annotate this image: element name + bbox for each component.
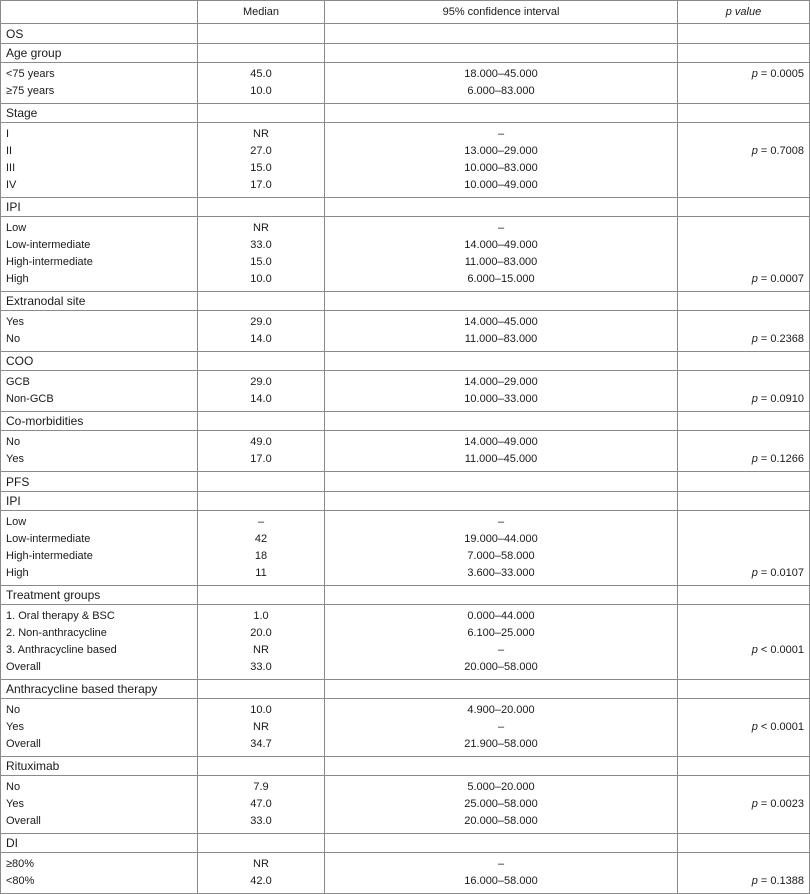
row-label: Low: [6, 516, 27, 528]
empty-cell: [678, 472, 810, 492]
p-value-cell: [678, 511, 810, 586]
table-row: [1, 699, 810, 757]
row-label: ≥75 years: [6, 85, 55, 97]
p-value: [683, 220, 804, 237]
median-value: 7.9: [253, 781, 269, 793]
ci-value: 20.000–58.000: [464, 815, 538, 827]
group-row: [1, 292, 810, 311]
median-value: 14.0: [250, 393, 272, 405]
p-value: [683, 177, 804, 194]
empty-cell: [325, 292, 678, 311]
header-ci: 95% confidence interval: [325, 1, 678, 24]
ci-value: 14.000–49.000: [464, 239, 538, 251]
empty-cell: [325, 680, 678, 699]
row-label: ≥80%: [6, 858, 35, 870]
ci-value: –: [497, 858, 505, 870]
ci-value: 4.900–20.000: [467, 704, 535, 716]
ci-cell: [325, 217, 678, 292]
ci-value: 6.000–83.000: [467, 85, 535, 97]
median-value: 45.0: [250, 68, 272, 80]
section-row: [1, 24, 810, 44]
group-row: [1, 412, 810, 431]
p-value-cell: [678, 699, 810, 757]
labels-cell: [1, 311, 198, 352]
row-label: Low-intermediate: [6, 533, 91, 545]
empty-cell: [198, 292, 325, 311]
row-label: Low-intermediate: [6, 239, 91, 251]
p-value: [683, 237, 804, 254]
header-row: [1, 1, 810, 24]
table-row: [1, 853, 810, 894]
median-value: 1.0: [253, 610, 269, 622]
p-value: p = 0.0005: [751, 68, 804, 80]
empty-cell: [678, 492, 810, 511]
empty-cell: [198, 834, 325, 853]
p-value: [683, 856, 804, 873]
p-value-cell: [678, 605, 810, 680]
empty-cell: [325, 44, 678, 63]
labels-cell: [1, 776, 198, 834]
median-value: 18: [254, 550, 268, 562]
p-value: p = 0.1266: [751, 453, 804, 465]
empty-cell: [198, 586, 325, 605]
median-value: 17.0: [250, 179, 272, 191]
empty-cell: [198, 24, 325, 44]
ci-value: 25.000–58.000: [464, 798, 538, 810]
p-symbol: p: [751, 453, 758, 465]
row-label: <75 years: [6, 68, 55, 80]
row-label: III: [6, 162, 16, 174]
row-label: Overall: [6, 815, 41, 827]
group-row: [1, 680, 810, 699]
median-cell: [198, 431, 325, 472]
group-row: [1, 44, 810, 63]
ci-cell: [325, 431, 678, 472]
p-value: p < 0.0001: [751, 721, 804, 733]
median-cell: [198, 776, 325, 834]
p-value: [683, 659, 804, 676]
row-label: High-intermediate: [6, 550, 93, 562]
group-row: [1, 586, 810, 605]
p-value: p = 0.2368: [751, 333, 804, 345]
group-title: COO: [1, 352, 198, 371]
p-value: [683, 548, 804, 565]
group-title: Treatment groups: [1, 586, 198, 605]
table-body: [1, 24, 810, 894]
empty-cell: [198, 412, 325, 431]
labels-cell: [1, 371, 198, 412]
ci-cell: [325, 699, 678, 757]
row-label: 1. Oral therapy & BSC: [6, 610, 115, 622]
table-row: [1, 63, 810, 104]
empty-cell: [325, 104, 678, 123]
median-value: 15.0: [250, 162, 272, 174]
median-value: –: [257, 516, 265, 528]
p-value: p = 0.0007: [751, 273, 804, 285]
p-value: p = 0.0910: [751, 393, 804, 405]
empty-cell: [678, 292, 810, 311]
empty-cell: [198, 352, 325, 371]
row-label: GCB: [6, 376, 30, 388]
median-cell: [198, 63, 325, 104]
p-value-cell: [678, 123, 810, 198]
row-label: High: [6, 567, 29, 579]
ci-value: 16.000–58.000: [464, 875, 538, 887]
ci-cell: [325, 371, 678, 412]
p-symbol: p: [751, 333, 758, 345]
table-row: [1, 217, 810, 292]
median-value: 42.0: [250, 875, 272, 887]
empty-cell: [325, 472, 678, 492]
row-label: IV: [6, 179, 17, 191]
p-value: p = 0.1388: [751, 875, 804, 887]
row-label: No: [6, 781, 21, 793]
empty-cell: [198, 680, 325, 699]
median-value: 27.0: [250, 145, 272, 157]
group-row: [1, 757, 810, 776]
header-label: [1, 1, 198, 24]
group-title: Extranodal site: [1, 292, 198, 311]
ci-value: 10.000–33.000: [464, 393, 538, 405]
ci-cell: [325, 776, 678, 834]
empty-cell: [198, 492, 325, 511]
ci-value: 10.000–49.000: [464, 179, 538, 191]
median-value: 33.0: [250, 239, 272, 251]
ci-value: 14.000–49.000: [464, 436, 538, 448]
table-row: [1, 776, 810, 834]
ci-cell: [325, 63, 678, 104]
row-label: Yes: [6, 316, 24, 328]
ci-value: 21.900–58.000: [464, 738, 538, 750]
p-value: p = 0.0107: [751, 567, 804, 579]
ci-value: –: [497, 128, 505, 140]
p-value-cell: [678, 311, 810, 352]
median-cell: [198, 371, 325, 412]
ci-cell: [325, 311, 678, 352]
row-label: No: [6, 436, 21, 448]
empty-cell: [325, 834, 678, 853]
row-label: <80%: [6, 875, 35, 887]
ci-cell: [325, 853, 678, 894]
median-value: 34.7: [250, 738, 272, 750]
ci-value: 11.000–83.000: [464, 256, 538, 268]
group-row: [1, 104, 810, 123]
row-label: No: [6, 704, 21, 716]
p-symbol: p: [751, 68, 758, 80]
empty-cell: [678, 412, 810, 431]
p-value: p = 0.0023: [751, 798, 804, 810]
empty-cell: [198, 104, 325, 123]
header-p-value: p value: [678, 1, 810, 24]
p-value-cell: [678, 853, 810, 894]
ci-value: 13.000–29.000: [464, 145, 538, 157]
row-label: Overall: [6, 661, 41, 673]
ci-value: 0.000–44.000: [467, 610, 535, 622]
table-row: [1, 123, 810, 198]
median-value: 33.0: [250, 661, 272, 673]
row-label: Low: [6, 222, 27, 234]
empty-cell: [325, 412, 678, 431]
median-value: 10.0: [250, 85, 272, 97]
ci-value: –: [497, 516, 505, 528]
median-value: NR: [253, 721, 269, 733]
p-value: [683, 779, 804, 796]
p-value: [683, 126, 804, 143]
ci-cell: [325, 511, 678, 586]
labels-cell: [1, 123, 198, 198]
p-value: p < 0.0001: [751, 644, 804, 656]
ci-value: –: [497, 721, 505, 733]
median-value: 29.0: [250, 376, 272, 388]
p-symbol: p: [751, 644, 758, 656]
median-cell: [198, 853, 325, 894]
group-title: DI: [1, 834, 198, 853]
p-value: p = 0.7008: [751, 145, 804, 157]
median-value: NR: [253, 222, 269, 234]
labels-cell: [1, 63, 198, 104]
ci-value: –: [497, 644, 505, 656]
median-value: 11: [255, 567, 267, 579]
empty-cell: [325, 24, 678, 44]
row-label: I: [6, 128, 10, 140]
labels-cell: [1, 217, 198, 292]
empty-cell: [325, 492, 678, 511]
row-label: Yes: [6, 721, 24, 733]
p-symbol: p: [751, 875, 758, 887]
median-value: 33.0: [250, 815, 272, 827]
median-value: NR: [253, 128, 269, 140]
group-title: IPI: [1, 492, 198, 511]
row-label: Non-GCB: [6, 393, 54, 405]
ci-value: 11.000–83.000: [464, 333, 538, 345]
p-value-cell: [678, 217, 810, 292]
median-cell: [198, 605, 325, 680]
section-title: OS: [1, 24, 198, 44]
group-title: Rituximab: [1, 757, 198, 776]
p-value: [683, 608, 804, 625]
empty-cell: [678, 834, 810, 853]
median-cell: [198, 699, 325, 757]
empty-cell: [198, 757, 325, 776]
p-value-cell: [678, 371, 810, 412]
section-row: [1, 472, 810, 492]
table-row: [1, 311, 810, 352]
ci-value: 14.000–29.000: [464, 376, 538, 388]
ci-value: –: [497, 222, 505, 234]
labels-cell: [1, 853, 198, 894]
ci-value: 3.600–33.000: [467, 567, 535, 579]
empty-cell: [325, 352, 678, 371]
empty-cell: [678, 757, 810, 776]
p-value: [683, 736, 804, 753]
row-label: High: [6, 273, 29, 285]
empty-cell: [678, 44, 810, 63]
row-label: 3. Anthracycline based: [6, 644, 117, 656]
median-cell: [198, 511, 325, 586]
ci-value: 19.000–44.000: [464, 533, 538, 545]
row-label: Yes: [6, 453, 24, 465]
row-label: II: [6, 145, 13, 157]
row-label: High-intermediate: [6, 256, 93, 268]
ci-cell: [325, 605, 678, 680]
labels-cell: [1, 605, 198, 680]
p-value: [683, 702, 804, 719]
section-title: PFS: [1, 472, 198, 492]
p-symbol: p: [751, 393, 758, 405]
row-label: No: [6, 333, 21, 345]
group-row: [1, 834, 810, 853]
p-value: [683, 514, 804, 531]
p-value: [683, 813, 804, 830]
ci-value: 20.000–58.000: [464, 661, 538, 673]
p-symbol: p: [751, 273, 758, 285]
p-value: [683, 434, 804, 451]
p-symbol: p: [751, 145, 758, 157]
median-value: 29.0: [250, 316, 272, 328]
median-value: 47.0: [250, 798, 272, 810]
p-value-cell: [678, 776, 810, 834]
p-value-cell: [678, 431, 810, 472]
median-value: 17.0: [250, 453, 272, 465]
empty-cell: [678, 586, 810, 605]
labels-cell: [1, 511, 198, 586]
p-value-cell: [678, 63, 810, 104]
p-value: [683, 625, 804, 642]
group-title: Anthracycline based therapy: [1, 680, 198, 699]
p-symbol: p: [751, 798, 758, 810]
group-title: Co-morbidities: [1, 412, 198, 431]
ci-value: 5.000–20.000: [467, 781, 535, 793]
p-value: [683, 374, 804, 391]
table-row: [1, 371, 810, 412]
group-title: Age group: [1, 44, 198, 63]
empty-cell: [678, 24, 810, 44]
ci-value: 11.000–45.000: [464, 453, 538, 465]
labels-cell: [1, 699, 198, 757]
labels-cell: [1, 431, 198, 472]
empty-cell: [325, 757, 678, 776]
empty-cell: [678, 352, 810, 371]
table-row: [1, 605, 810, 680]
group-title: Stage: [1, 104, 198, 123]
p-symbol: p: [751, 567, 758, 579]
median-value: 10.0: [250, 704, 272, 716]
group-row: [1, 492, 810, 511]
header-median: Median: [198, 1, 325, 24]
p-value: [683, 160, 804, 177]
empty-cell: [198, 472, 325, 492]
row-label: 2. Non-anthracycline: [6, 627, 107, 639]
ci-value: 14.000–45.000: [464, 316, 538, 328]
p-value: [683, 254, 804, 271]
median-value: 15.0: [250, 256, 272, 268]
p-value: [683, 314, 804, 331]
table-row: [1, 511, 810, 586]
ci-value: 7.000–58.000: [467, 550, 535, 562]
empty-cell: [678, 104, 810, 123]
median-cell: [198, 311, 325, 352]
ci-value: 18.000–45.000: [464, 68, 538, 80]
median-value: NR: [253, 858, 269, 870]
empty-cell: [198, 198, 325, 217]
empty-cell: [678, 680, 810, 699]
ci-value: 6.000–15.000: [467, 273, 535, 285]
ci-cell: [325, 123, 678, 198]
group-title: IPI: [1, 198, 198, 217]
median-value: NR: [253, 644, 269, 656]
empty-cell: [678, 198, 810, 217]
p-value: [683, 531, 804, 548]
median-value: 10.0: [250, 273, 272, 285]
p-value: [683, 83, 804, 100]
p-symbol: p: [751, 721, 758, 733]
empty-cell: [325, 586, 678, 605]
row-label: Overall: [6, 738, 41, 750]
group-row: [1, 352, 810, 371]
median-value: 20.0: [250, 627, 272, 639]
median-value: 49.0: [250, 436, 272, 448]
median-cell: [198, 123, 325, 198]
median-value: 42: [254, 533, 268, 545]
empty-cell: [325, 198, 678, 217]
group-row: [1, 198, 810, 217]
ci-value: 6.100–25.000: [467, 627, 535, 639]
median-cell: [198, 217, 325, 292]
ci-value: 10.000–83.000: [464, 162, 538, 174]
row-label: Yes: [6, 798, 24, 810]
median-value: 14.0: [250, 333, 272, 345]
table-row: [1, 431, 810, 472]
empty-cell: [198, 44, 325, 63]
